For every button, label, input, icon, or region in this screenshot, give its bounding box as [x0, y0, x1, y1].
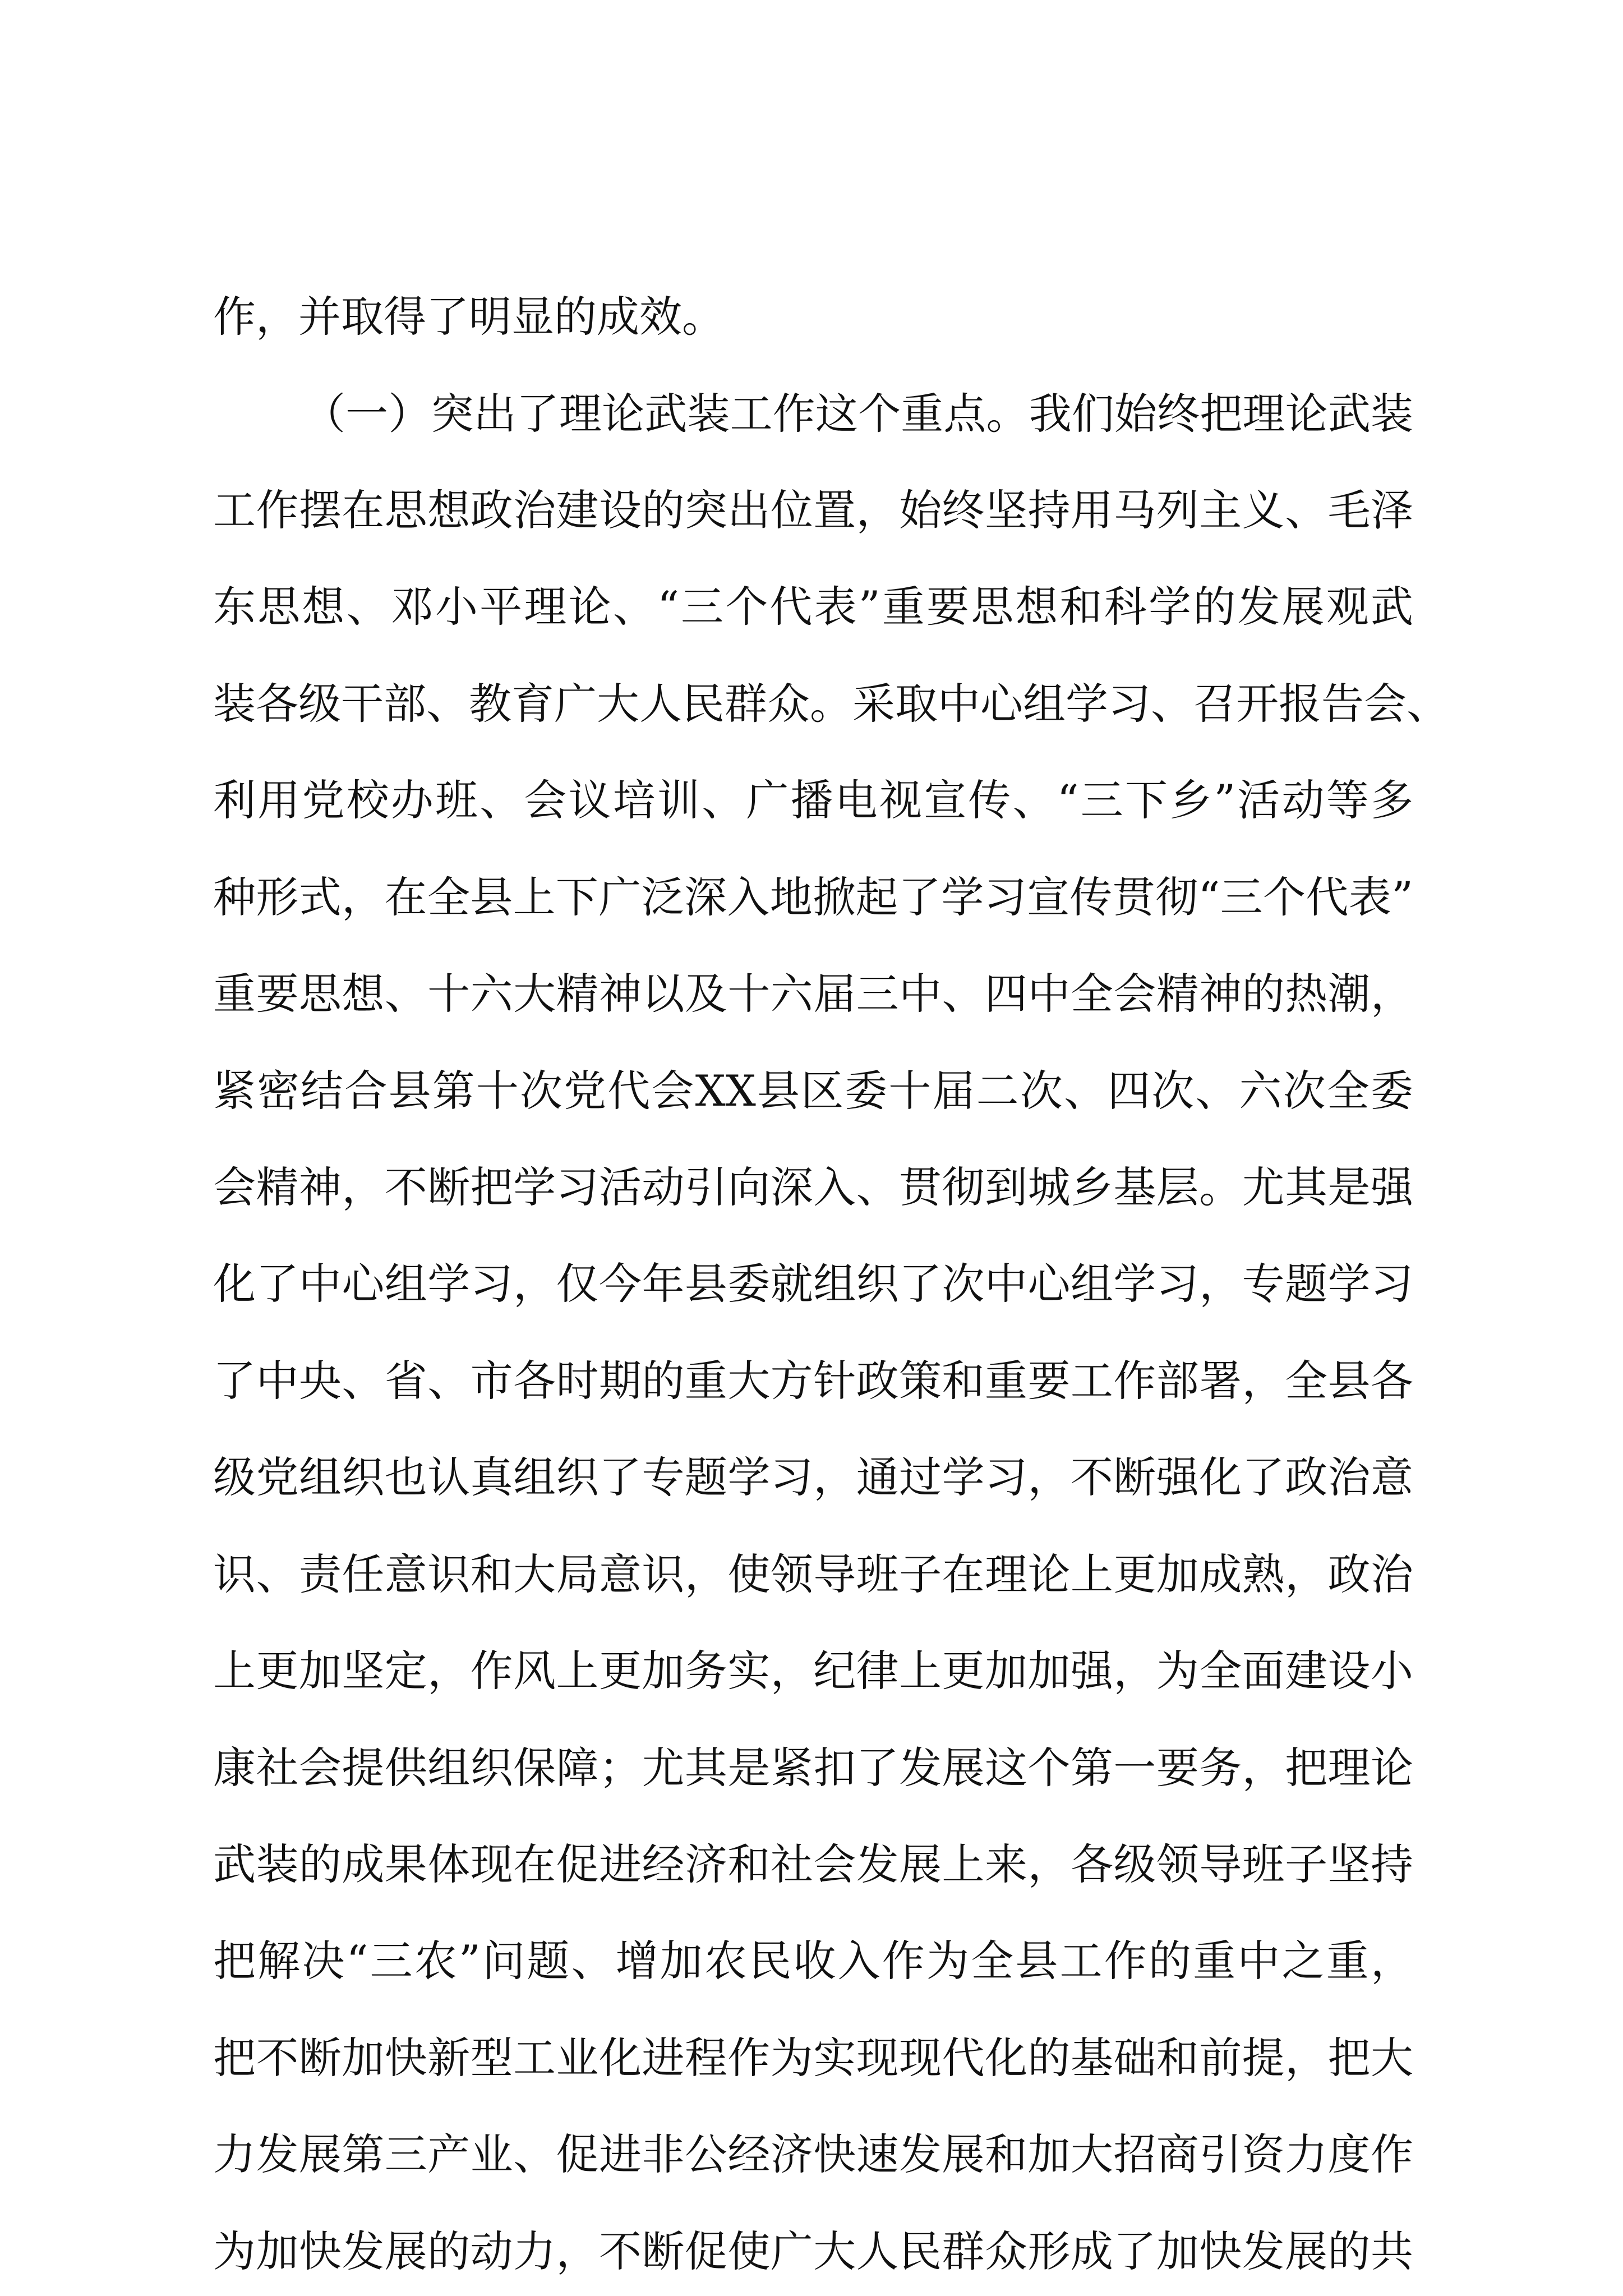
paragraph-line: 上更加坚定，作风上更加务实，纪律上更加加强，为全面建设小: [213, 1646, 1413, 1696]
paragraph-line: 武装的成果体现在促进经济和社会发展上来，各级领导班子坚持: [213, 1839, 1413, 1889]
paragraph-line: 了中央、省、市各时期的重大方针政策和重要工作部署，全县各: [213, 1356, 1413, 1406]
paragraph-line: 利用党校办班、会议培训、广播电视宣传、“三下乡”活动等多: [213, 775, 1413, 825]
paragraph-line: （一）突出了理论武装工作这个重点。我们始终把理论武装: [303, 389, 1413, 439]
paragraph-line: 康社会提供组织保障；尤其是紧扣了发展这个第一要务，把理论: [213, 1743, 1413, 1793]
paragraph-line: 重要思想、十六大精神以及十六届三中、四中全会精神的热潮，: [213, 969, 1413, 1019]
paragraph-line: 工作摆在思想政治建设的突出位置，始终坚持用马列主义、毛泽: [213, 485, 1413, 535]
paragraph-line: 为加快发展的动力，不断促使广大人民群众形成了加快发展的共: [213, 2226, 1413, 2276]
paragraph-line: 紧密结合县第十次党代会XX县区委十届二次、四次、六次全委: [213, 1066, 1413, 1116]
paragraph-line: 作，并取得了明显的成效。: [213, 292, 725, 342]
paragraph-line: 把解决“三农”问题、增加农民收入作为全县工作的重中之重，: [213, 1936, 1413, 1986]
paragraph-line: 识、责任意识和大局意识，使领导班子在理论上更加成熟，政治: [213, 1549, 1413, 1599]
paragraph-line: 东思想、邓小平理论、“三个代表”重要思想和科学的发展观武: [213, 582, 1413, 632]
paragraph-line: 把不断加快新型工业化进程作为实现现代化的基础和前提，把大: [213, 2033, 1413, 2083]
paragraph-line: 级党组织也认真组织了专题学习，通过学习，不断强化了政治意: [213, 1452, 1413, 1502]
paragraph-line: 力发展第三产业、促进非公经济快速发展和加大招商引资力度作: [213, 2129, 1413, 2179]
paragraph-line: 化了中心组学习，仅今年县委就组织了次中心组学习，专题学习: [213, 1259, 1413, 1309]
paragraph-line: 种形式，在全县上下广泛深入地掀起了学习宣传贯彻“三个代表”: [213, 872, 1413, 922]
paragraph-line: 装各级干部、教育广大人民群众。采取中心组学习、召开报告会、: [213, 679, 1449, 729]
paragraph-line: 会精神，不断把学习活动引向深入、贯彻到城乡基层。尤其是强: [213, 1162, 1413, 1212]
